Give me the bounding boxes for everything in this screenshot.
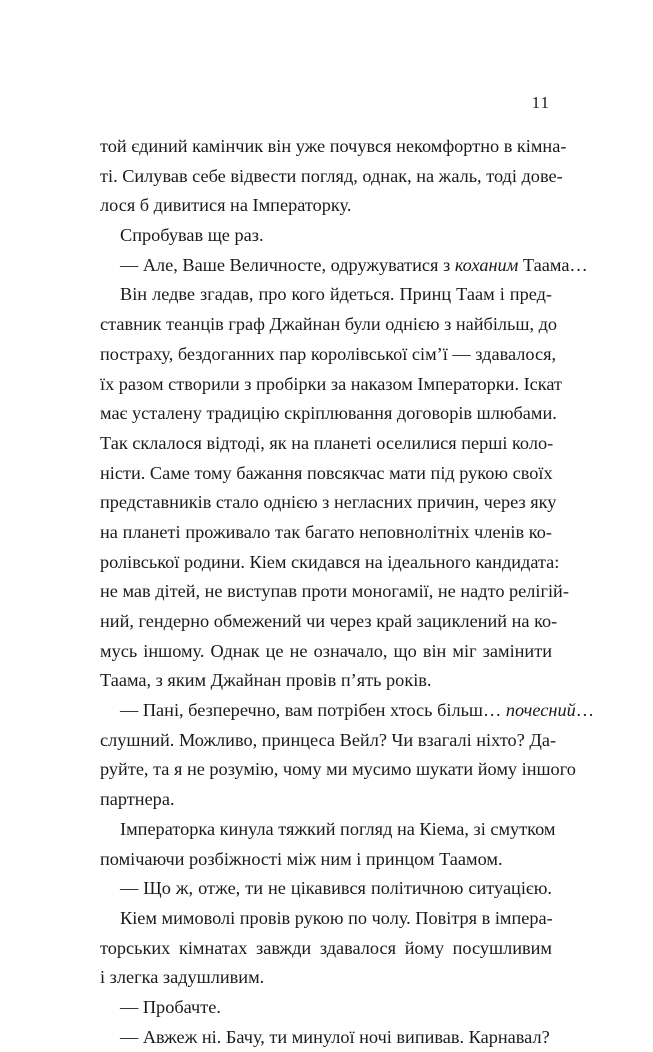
text-line: — Пробачте.	[120, 996, 221, 1017]
text-line: Так склалося відтоді, як на планеті оселилися перші коло-	[100, 432, 554, 453]
text-line: Кіем мимоволі провів рукою по чолу. Повітря в імпера-	[120, 907, 553, 928]
text-line: і злегка задушливим.	[100, 967, 265, 988]
text-line: лося б дивитися на Імператорку.	[100, 195, 352, 216]
text-line	[100, 696, 595, 726]
text-run: …	[575, 700, 595, 721]
text-line: на планеті проживало так багато неповнолітніх членів ко-	[100, 521, 552, 542]
text-line: ставник теанців граф Джайнан були однією з найбільш, до	[100, 314, 558, 335]
text-line: партнера.	[100, 789, 175, 810]
text-line: — Що ж, отже, ти не цікавився політичною ситуацією.	[120, 878, 552, 899]
text-line: їх разом створили з пробірки за наказом Імператорки. Іскат	[100, 373, 563, 394]
text-line: — Авжеж ні. Бачу, ти минулої ночі випивав. Карнавал?	[120, 1026, 550, 1047]
text-run: Таама…	[518, 254, 588, 275]
text-line: Спробував ще раз.	[120, 225, 264, 246]
text-line	[100, 251, 588, 281]
text-run: — Пані, безперечно, вам потрібен хтось більш…	[120, 700, 506, 721]
text-line: той єдиний камінчик він уже почувся некомфортно в кімна-	[100, 136, 567, 156]
text-line: ті. Силував себе відвести погляд, однак, на жаль, тоді дове-	[100, 165, 563, 186]
text-line: Він ледве згадав, про кого йдеться. Принц Таам і пред-	[120, 284, 552, 305]
italic-word: почесний	[505, 700, 576, 721]
text-line: Таама, з яким Джайнан провів п’ять років.	[100, 670, 432, 691]
text-line: Імператорка кинула тяжкий погляд на Кіема, зі смутком	[120, 818, 556, 839]
page-number: 11	[531, 93, 550, 112]
text-line: не мав дітей, не виступав проти моногамії, не надто релігій-	[100, 581, 569, 602]
text-line: має усталену традицію скріплювання договорів шлюбами.	[100, 403, 557, 424]
body-text	[100, 132, 595, 1052]
text-line: торських кімнатах завжди здавалося йому посушливим	[100, 937, 552, 958]
text-line: руйте, та я не розумію, чому ми мусимо шукати йому іншого	[100, 759, 576, 780]
text-line: ролівської родини. Кіем скидався на ідеального кандидата:	[100, 551, 560, 572]
text-line: помічаючи розбіжності між ним і принцом Таамом.	[100, 848, 503, 869]
text-line: ністи. Саме тому бажання повсякчас мати під рукою своїх	[100, 462, 553, 483]
text-line: мусь іншому. Однак це не означало, що він міг замінити	[100, 640, 552, 661]
text-line: слушний. Можливо, принцеса Вейл? Чи взагалі ніхто? Да-	[100, 729, 557, 750]
text-line: постраху, бездоганних пар королівської сім’ї — здавалося,	[100, 343, 557, 364]
text-run: — Але, Ваше Величносте, одружуватися з	[120, 254, 455, 275]
text-line: представників стало однією з негласних причин, через яку	[100, 492, 557, 513]
text-line: ний, гендерно обмежений чи через край зациклений на ко-	[100, 611, 558, 631]
italic-word: коханим	[454, 254, 519, 275]
